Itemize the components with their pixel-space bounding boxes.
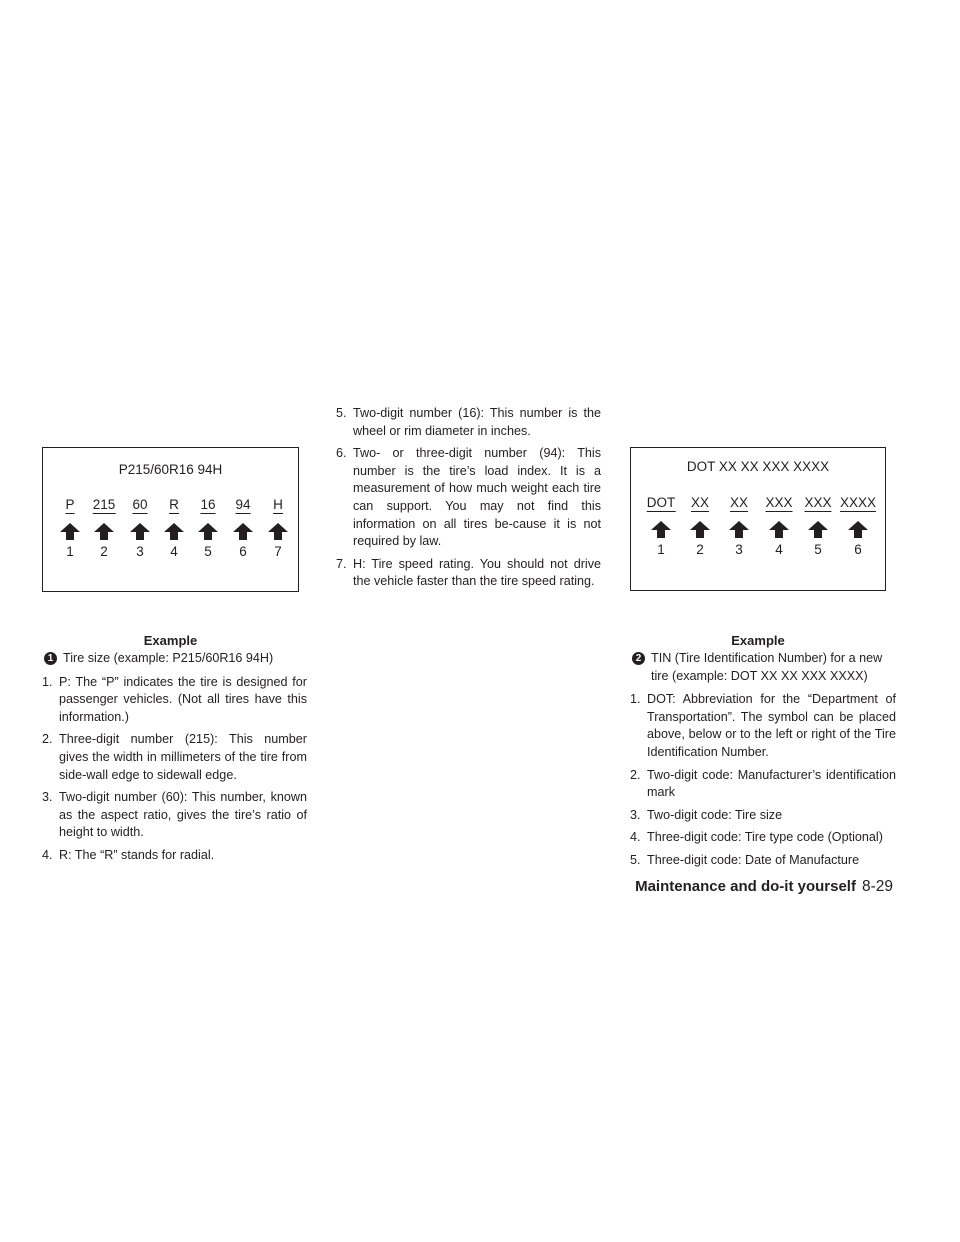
- code-segment: [730, 495, 748, 512]
- up-arrow-icon: [60, 523, 80, 543]
- heading-text: Tire size (example: P215/60R16 94H): [63, 651, 274, 665]
- item-number: 3.: [630, 807, 641, 822]
- segment-text: P: [65, 497, 75, 512]
- section-heading: [630, 650, 896, 685]
- item-text: R: The “R” stands for radial.: [59, 847, 215, 862]
- list-item: [336, 405, 601, 440]
- code-segment: [691, 495, 709, 512]
- middle-column: [336, 405, 601, 596]
- code-segment: [93, 497, 116, 514]
- callout-number: 4: [170, 544, 178, 559]
- item-number: 6.: [336, 446, 347, 461]
- segment-text: XXX: [765, 495, 793, 510]
- item-number: 4.: [630, 830, 641, 845]
- list-item: [336, 445, 601, 551]
- item-number: 1.: [630, 692, 641, 707]
- callout-badge: 1: [44, 652, 57, 665]
- segment-text: 94: [235, 497, 251, 512]
- figure-caption: Example: [731, 633, 785, 648]
- item-text: P: The “P” indicates the tire is designed for passenger vehicles. (Not all tires have this information.): [59, 674, 307, 724]
- item-text: DOT: Abbreviation for the “Department of Transportation”. The symbol can be placed above, below or to the left or right of the Tire Identification Number.: [647, 692, 896, 759]
- tin-figure: [630, 447, 886, 591]
- up-arrow-icon: [94, 523, 114, 543]
- segment-text: 16: [200, 497, 216, 512]
- list-item: [630, 829, 896, 847]
- up-arrow-icon: [651, 521, 671, 541]
- figure-title: DOT XX XX XXX XXXX: [686, 459, 830, 474]
- callout-number: 5: [814, 542, 822, 557]
- item-number: 2.: [42, 732, 53, 747]
- footer-section-title: Maintenance and do-it yourself: [635, 878, 856, 895]
- item-number: 5.: [336, 406, 347, 420]
- segment-text: DOT: [646, 495, 676, 510]
- item-text: Three-digit code: Date of Manufacture: [647, 852, 860, 867]
- item-text: Two-digit number (16): This number is the wheel or rim diameter in inches.: [353, 406, 601, 438]
- right-column: [630, 650, 896, 875]
- item-text: Two-digit code: Manufacturer’s identification mark: [647, 767, 896, 800]
- item-number: 5.: [630, 852, 641, 867]
- list-item: [42, 789, 307, 842]
- code-segment: [200, 497, 215, 514]
- list-item: [630, 767, 896, 802]
- tire-size-figure: [42, 447, 299, 592]
- callout-number: 2: [696, 542, 704, 557]
- up-arrow-icon: [808, 521, 828, 541]
- callout-number: 5: [204, 544, 212, 559]
- callout-number: 4: [775, 542, 783, 557]
- up-arrow-icon: [690, 521, 710, 541]
- item-text: Three-digit code: Tire type code (Optional): [647, 830, 883, 845]
- item-text: Two-digit code: Tire size: [647, 807, 783, 822]
- callout-number: 3: [735, 542, 743, 557]
- item-number: 4.: [42, 847, 53, 862]
- item-number: 2.: [630, 767, 641, 782]
- item-text: Two- or three-digit number (94): This number is the tire’s load index. It is a measurement of how much weight each tire can support. You may not find this information on all tires be-cause it is not required by law.: [353, 446, 601, 549]
- list-item: [42, 847, 307, 865]
- segment-text: 215: [92, 497, 116, 512]
- section-heading: [42, 650, 307, 668]
- code-segment: [169, 497, 179, 514]
- list-item: [630, 691, 896, 761]
- up-arrow-icon: [729, 521, 749, 541]
- segment-text: XXX: [804, 495, 832, 510]
- callout-badge: 2: [632, 652, 645, 665]
- segment-text: R: [169, 497, 179, 512]
- heading-text: TIN (Tire Identification Number) for a new tire (example: DOT XX XX XXX XXXX): [651, 651, 883, 683]
- code-segment: [765, 495, 792, 512]
- item-text: Three-digit number (215): This number gives the width in millimeters of the tire from side-wall edge to sidewall edge.: [59, 732, 307, 782]
- page-number: 8-29: [861, 878, 893, 895]
- callout-number: 3: [136, 544, 144, 559]
- callout-number: 1: [66, 544, 74, 559]
- code-segment: [647, 495, 676, 512]
- code-segment: [132, 497, 147, 514]
- list-item: [336, 556, 601, 591]
- figure-caption: Example: [143, 633, 198, 648]
- code-segment: [840, 495, 876, 512]
- segment-text: XX: [729, 495, 749, 510]
- up-arrow-icon: [130, 523, 150, 543]
- segment-text: XX: [690, 495, 710, 510]
- up-arrow-icon: [268, 523, 288, 543]
- code-segment: [804, 495, 831, 512]
- item-number: 1.: [42, 674, 53, 689]
- up-arrow-icon: [769, 521, 789, 541]
- list-item: [42, 731, 307, 784]
- up-arrow-icon: [164, 523, 184, 543]
- callout-number: 6: [854, 542, 862, 557]
- figure-title: P215/60R16 94H: [118, 462, 223, 477]
- list-item: [42, 674, 307, 727]
- page-footer: [635, 878, 893, 896]
- up-arrow-icon: [848, 521, 868, 541]
- segment-text: 60: [132, 497, 148, 512]
- up-arrow-icon: [233, 523, 253, 543]
- callout-number: 6: [239, 544, 247, 559]
- item-number: 3.: [42, 790, 53, 805]
- list-item: [630, 852, 896, 870]
- left-column: [42, 650, 307, 870]
- callout-number: 1: [657, 542, 665, 557]
- item-text: Two-digit number (60): This number, known as the aspect ratio, gives the tire’s ratio of height to width.: [59, 790, 307, 840]
- callout-number: 2: [100, 544, 108, 559]
- code-segment: [273, 497, 283, 514]
- callout-number: 7: [274, 544, 282, 559]
- segment-text: XXXX: [839, 495, 877, 510]
- up-arrow-icon: [198, 523, 218, 543]
- item-text: H: Tire speed rating. You should not drive the vehicle faster than the tire speed rating.: [353, 556, 601, 589]
- item-number: 7.: [336, 556, 347, 571]
- list-item: [630, 807, 896, 825]
- code-segment: [235, 497, 250, 514]
- segment-text: H: [273, 497, 283, 512]
- code-segment: [65, 497, 74, 514]
